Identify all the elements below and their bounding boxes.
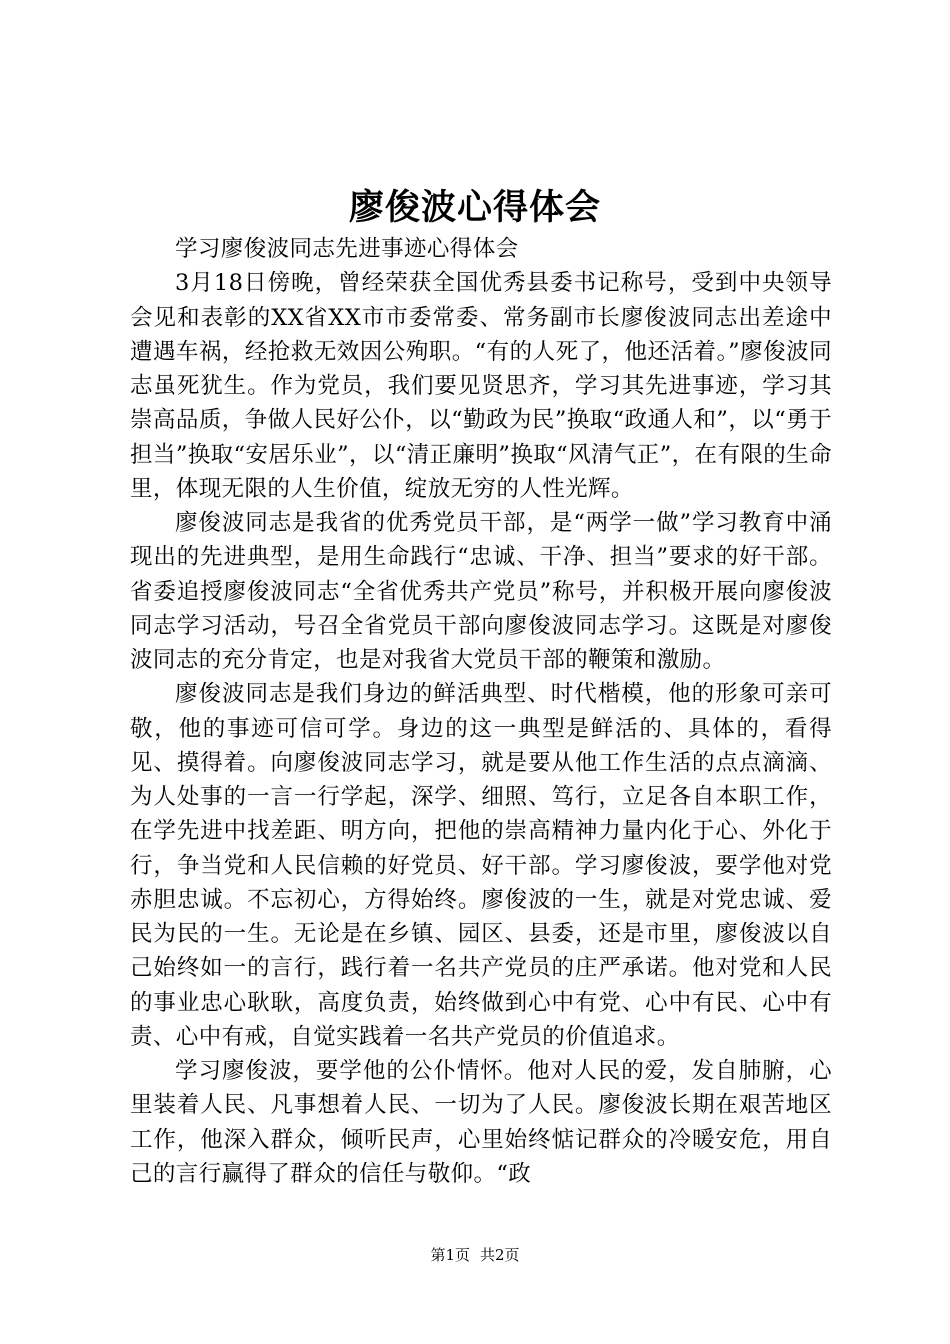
paragraph: 廖俊波同志是我省的优秀党员干部，是“两学一做”学习教育中涌现出的先进典型，是用生命践行“忠诚、干净、担当”要求的好干部。省委追授廖俊波同志“全省优秀共产党员”称号，并积极开展向廖俊波同志学习活动，号召全省党员干部向廖俊波同志学习。这既是对廖俊波同志的充分肯定，也是对我省大党员干部的鞭策和激励。 (130, 510, 832, 673)
paragraph-subtitle: 学习廖俊波同志先进事迹心得体会 (175, 236, 519, 262)
document-title: 廖俊波心得体会 (348, 187, 601, 228)
page-number-total: 共2页 (480, 1246, 520, 1264)
paragraph: 学习廖俊波，要学他的公仆情怀。他对人民的爱，发自肺腑，心里装着人民、凡事想着人民、一切为了人民。廖俊波长期在艰苦地区工作，他深入群众，倾听民声，心里始终惦记群众的冷暖安危，用自己的言行赢得了群众的信任与敬仰。“政 (130, 1058, 832, 1187)
page-number-current: 第1页 (430, 1246, 470, 1264)
page-footer (0, 1245, 950, 1265)
paragraph: 廖俊波同志是我们身边的鲜活典型、时代楷模，他的形象可亲可敬，他的事迹可信可学。身边的这一典型是鲜活的、具体的，看得见、摸得着。向廖俊波同志学习，就是要从他工作生活的点点滴滴、为人处事的一言一行学起，深学、细照、笃行，立足各自本职工作，在学先进中找差距、明方向，把他的崇高精神力量内化于心、外化于行，争当党和人民信赖的好党员、好干部。学习廖俊波，要学他对党赤胆忠诚。不忘初心，方得始终。廖俊波的一生，就是对党忠诚、爱民为民的一生。无论是在乡镇、园区、县委，还是市里，廖俊波以自己始终如一的言行，践行着一名共产党员的庄严承诺。他对党和人民的事业忠心耿耿，高度负责，始终做到心中有党、心中有民、心中有责、心中有戒，自觉实践着一名共产党员的价值追求。 (130, 681, 832, 1050)
paragraph: 3月18日傍晚，曾经荣获全国优秀县委书记称号，受到中央领导会见和表彰的XX省XX市市委常委、常务副市长廖俊波同志出差途中遭遇车祸，经抢救无效因公殉职。“有的人死了，他还活着。”廖俊波同志虽死犹生。作为党员，我们要见贤思齐，学习其先进事迹，学习其崇高品质，争做人民好公仆，以“勤政为民”换取“政通人和”，以“勇于担当”换取“安居乐业”，以“清正廉明”换取“风清气正”，在有限的生命里，体现无限的人生价值，绽放无穷的人性光辉。 (130, 270, 832, 502)
document-body (130, 232, 832, 1191)
